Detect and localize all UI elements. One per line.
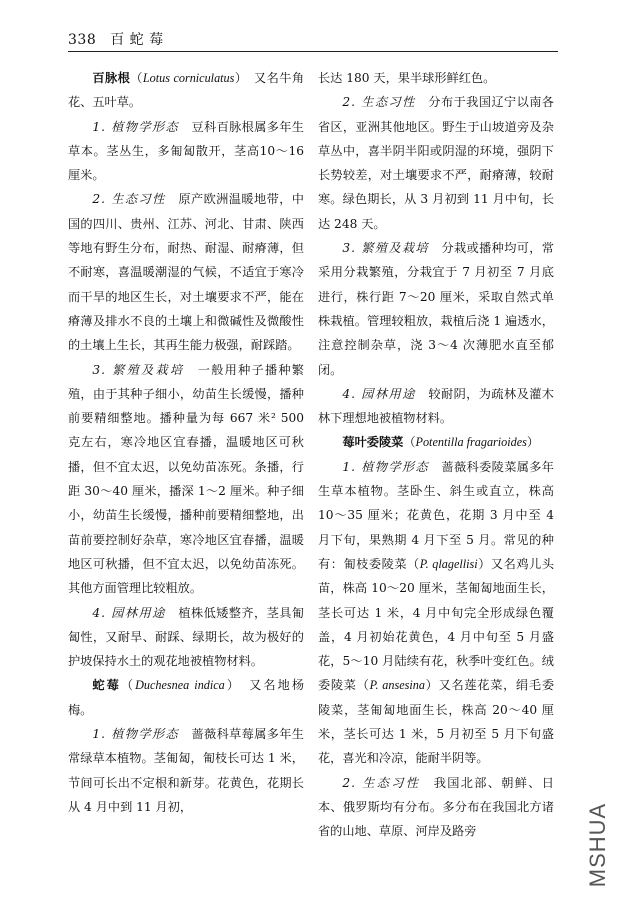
paragraph-text: 植株低矮整齐，茎具匍匐性，又耐旱、耐踩、绿期长，故为极好的护坡保持水土的观花地被植物材料。 — [68, 605, 304, 669]
paren-open: （ — [120, 678, 136, 693]
watermark — [578, 790, 617, 900]
latin-name: P. qlagellisi — [419, 556, 478, 571]
paragraph-text: 我国北部、朝鲜、日本、俄罗斯均有分布。多分布在我国北方诸省的山地、草原、河岸及路旁 — [318, 775, 554, 839]
section-ecology — [318, 90, 554, 236]
paragraph-text: 蔷薇科委陵菜属多年生草本植物。茎卧生、斜生或直立，株高 10～35 厘米；花黄色，花期 3 月中至 4 月下旬，果熟期 4 月下至 5 月。常见的种有：匍枝委陵菜（ — [318, 459, 554, 571]
section-heading: 4. 园林用途 — [92, 605, 166, 620]
entry-shemei-intro — [68, 673, 304, 722]
section-heading: 3. 繁殖及栽培 — [342, 241, 429, 256]
entry-title: 莓叶委陵菜 — [342, 435, 404, 450]
paragraph-text: 又名地杨梅。 — [68, 678, 305, 717]
paren-close: ） — [526, 435, 540, 450]
section-heading: 2. 生态习性 — [342, 775, 421, 790]
section-cultivation — [68, 358, 304, 601]
section-ecology — [318, 771, 554, 844]
paragraph-text: 分栽或播种均可，常采用分栽繁殖，分栽宜于 7 月初至 7 月底进行，株行距 7～20 厘米，采取自然式单株栽植。管理较粗放，栽植后浇 1 遍透水，注意控制杂草，浇 3～4 次薄肥水直至郁闭。 — [318, 241, 554, 377]
latin-name: Lotus corniculatus — [142, 71, 235, 85]
latin-name: P. ansesina — [369, 678, 425, 693]
entry-meiyeweilingcai-intro — [318, 430, 554, 454]
paragraph-text: 蔷薇科草莓属多年生常绿草本植物。茎匍匐，匍枝长可达 1 米，节间可长出不定根和新芽。花黄色，花期长从 4 月中到 11 月初， — [68, 727, 304, 814]
latin-name: Duchesnea indica — [135, 678, 225, 693]
section-morphology — [68, 115, 304, 188]
book-title: 百 蛇 莓 — [110, 32, 164, 48]
section-ecology — [68, 187, 304, 357]
watermark-text: MSHUA — [585, 802, 610, 888]
page-number: 338 — [68, 32, 97, 48]
paren-close: ） — [224, 678, 235, 693]
paren-open: （ — [403, 435, 416, 450]
section-heading: 2. 生态习性 — [92, 192, 166, 207]
left-column — [68, 66, 304, 819]
paragraph-text: 较耐阴，为疏林及灌木林下理想地被植物材料。 — [318, 386, 554, 426]
header-rule — [68, 51, 558, 52]
section-heading: 1. 植物学形态 — [342, 459, 429, 474]
section-cultivation — [318, 236, 554, 382]
right-column — [318, 66, 554, 844]
section-heading: 1. 植物学形态 — [92, 727, 179, 742]
entry-title: 蛇莓 — [92, 678, 121, 693]
continued-paragraph — [318, 66, 554, 90]
paragraph-text: ）又名鸡儿头苗，株高 10～20 厘米，茎匍匐地面生长，茎长可达 1 米，4 月中旬完全形成绿色覆盖，4 月初始花黄色，4 月中旬至 5 月盛花，5～10 月陆续有花，秋季叶变红色。绒委陵菜（ — [318, 556, 555, 693]
paragraph-text: ）又名莲花菜，绢毛委陵菜，茎匍匐地面生长，株高 20～40 厘米，茎长可达 1 米，5 月初至 5 月下旬盛花，喜光和冷凉，能耐半阴等。 — [318, 678, 555, 766]
page-header — [68, 29, 558, 51]
paragraph-text: 原产欧洲温暖地带，中国的四川、贵州、江苏、河北、甘肃、陕西等地有野生分布，耐热、耐湿、耐瘠薄，但不耐寒，喜温暖潮湿的气候，不适宜于寒冷而干旱的地区生长，对土壤要求不严，能在瘠薄及排水不良的土壤上和微碱性及微酸性的土壤上生长，其再生能力极强，耐踩踏。 — [68, 192, 304, 353]
section-heading: 4. 园林用途 — [342, 386, 416, 401]
section-heading: 1. 植物学形态 — [92, 119, 179, 134]
section-heading: 3. 繁殖及栽培 — [92, 362, 185, 377]
section-morphology — [68, 722, 304, 819]
section-landscape-use — [318, 382, 554, 431]
paragraph-text: 长达 180 天，果半球形鲜红色。 — [318, 71, 496, 85]
paragraph-text: 豆科百脉根属多年生草本。茎丛生，多匍匐散开，茎高10～16 厘米。 — [68, 119, 304, 183]
paragraph-text: 一般用种子播种繁殖，由于其种子细小，幼苗生长缓慢，播种前要精细整地。播种量为每 667 米² 500 克左右，寒冷地区宜春播，温暖地区可秋播，但不宜太迟，以免幼苗冻死。条播，行距 30～40 厘米，播深 1～2 厘米。种子细小，幼苗生长缓慢，播种前要精细整地，出苗前要控制好杂草，寒冷地区宜春播，温暖地区可秋播，但不宜太迟，以免幼苗冻死。其他方面管理比较粗放。 — [68, 362, 304, 596]
section-morphology — [318, 455, 554, 771]
paragraph-text: 又名牛角花、五叶草。 — [68, 71, 305, 110]
paren-open: （ — [130, 71, 143, 85]
latin-name: Potentilla fragarioides — [415, 435, 527, 450]
entry-baimaigen-intro — [68, 66, 304, 115]
paragraph-text: 分布于我国辽宁以南各省区，亚洲其他地区。野生于山坡道旁及杂草丛中，喜半阴半阳或阴湿的环境，强阴下长势较差，对土壤要求不严，耐瘠薄，较耐寒。绿色期长，从 3 月初到 11 月中旬，长达 248 天。 — [318, 95, 554, 231]
section-landscape-use — [68, 601, 304, 674]
paren-close: ） — [234, 71, 242, 85]
section-heading: 2. 生态习性 — [342, 95, 416, 110]
entry-title: 百脉根 — [92, 71, 131, 85]
